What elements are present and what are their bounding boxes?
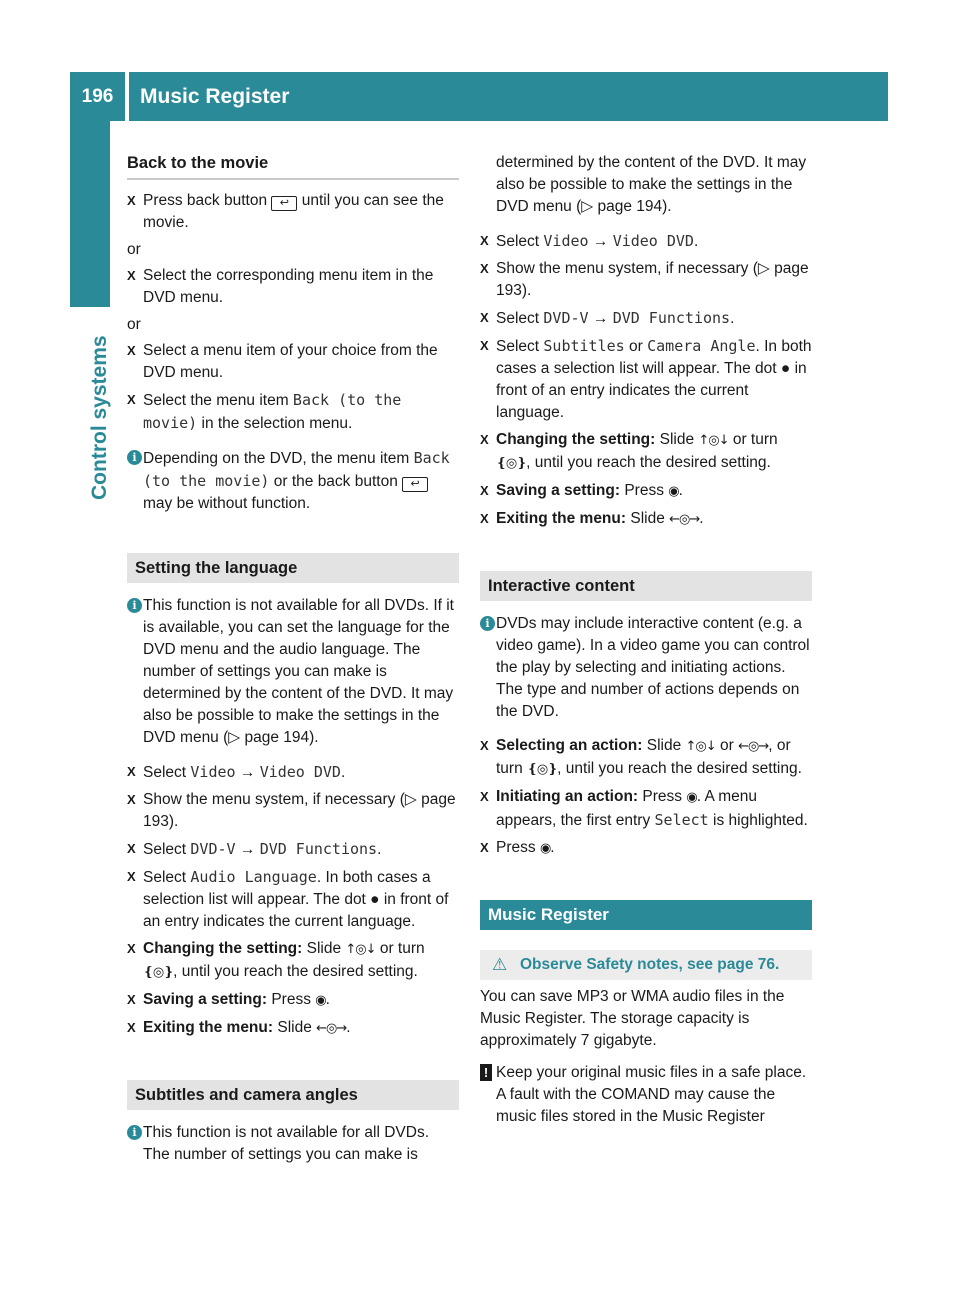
turn-controller-icon: ❴◎❵ <box>527 762 558 777</box>
step-exiting-menu: X Exiting the menu: Slide ←◎→. <box>127 1017 459 1040</box>
x-mark-icon: X <box>127 841 136 856</box>
step-show-menu: X Show the menu system, if necessary (▷ page 193). <box>127 791 456 830</box>
slide-controller-icon: ↑◎↓ <box>685 739 716 754</box>
press-controller-icon: ◉ <box>315 993 326 1008</box>
x-mark-icon: X <box>127 268 136 283</box>
step-initiating-action: X Initiating an action: Press ◉. A menu appears, the first entry Select is highlighted. <box>480 788 808 829</box>
x-mark-icon: X <box>127 392 136 407</box>
section-heading-subtitles: Subtitles and camera angles <box>127 1080 459 1110</box>
turn-controller-icon: ❴◎❵ <box>496 456 527 471</box>
warning-triangle-icon: ⚠ <box>492 955 508 974</box>
section-heading-interactive: Interactive content <box>480 571 812 601</box>
step-show-menu: X Show the menu system, if necessary (▷ page 193). <box>480 260 809 299</box>
continued-text: determined by the content of the DVD. It may also be possible to make the settings in the DVD menu (▷ page 194). <box>496 154 807 215</box>
x-mark-icon: X <box>480 432 489 447</box>
x-mark-icon: X <box>480 338 489 353</box>
x-mark-icon: X <box>127 992 136 1007</box>
back-button-icon: ↩ <box>271 196 297 211</box>
or-text: or <box>127 316 141 333</box>
section-heading-music-register: Music Register <box>480 900 812 930</box>
page-title: Music Register <box>140 84 290 108</box>
info-icon: i <box>127 598 142 613</box>
x-mark-icon: X <box>480 789 489 804</box>
info-icon: i <box>480 616 495 631</box>
step-back-1: X Press back button ↩ until you can see the movie. <box>127 192 444 231</box>
x-mark-icon: X <box>480 310 489 325</box>
music-paragraph: You can save MP3 or WMA audio files in the Music Register. The storage capacity is approximately 7 gigabyte. <box>480 988 785 1049</box>
x-mark-icon: X <box>480 840 489 855</box>
x-mark-icon: X <box>480 738 489 753</box>
x-mark-icon: X <box>127 869 136 884</box>
x-mark-icon: X <box>127 764 136 779</box>
safety-note: ⚠ Observe Safety notes, see page 76. <box>480 950 812 980</box>
header-divider <box>125 72 129 121</box>
info-note: i This function is not available for all DVDs. If it is available, you can set the language for the DVD menu and the audio language. The number of settings you can make is determined by the content of the DVD. It may also be possible to make the settings in the DVD menu (▷ page 194). <box>127 595 459 749</box>
info-icon: i <box>127 450 142 465</box>
x-mark-icon: X <box>480 261 489 276</box>
slide-lr-controller-icon: ←◎→ <box>316 1021 347 1036</box>
slide-lr-controller-icon: ←◎→ <box>669 512 700 527</box>
info-note: i This function is not available for all DVDs. The number of settings you can make is <box>127 1122 459 1166</box>
x-mark-icon: X <box>480 233 489 248</box>
press-controller-icon: ◉ <box>539 841 551 856</box>
step-saving-setting: X Saving a setting: Press ◉. <box>127 989 459 1012</box>
or-text: or <box>127 241 141 258</box>
x-mark-icon: X <box>127 1020 136 1035</box>
step-select-audio-language: X Select Audio Language. In both cases a selection list will appear. The dot ● in front of an entry indicates the current language. <box>127 868 449 930</box>
press-controller-icon: ◉ <box>668 484 679 499</box>
step-press: X Press ◉. <box>480 837 812 860</box>
step-select-subtitles: X Select Subtitles or Camera Angle. In both cases a selection list will appear. The dot ● in front of an entry indicates the current language. <box>480 337 812 421</box>
step-changing-setting: X Changing the setting: Slide ↑◎↓ or turn ❴◎❵, until you reach the desired setting. <box>480 431 778 471</box>
slide-lr-controller-icon: ←◎→ <box>738 739 769 754</box>
slide-controller-icon: ↑◎↓ <box>698 433 729 448</box>
info-note: i DVDs may include interactive content (e.g. a video game). In a video game you can control the play by selecting and initiating actions. The type and number of actions depends on the DVD. <box>480 613 812 723</box>
press-controller-icon: ◉ <box>686 790 697 805</box>
back-button-icon: ↩ <box>402 477 428 492</box>
x-mark-icon: X <box>480 511 489 526</box>
turn-controller-icon: ❴◎❵ <box>143 965 174 980</box>
back-heading: Back to the movie <box>127 152 459 180</box>
info-icon: i <box>127 1125 142 1140</box>
step-select-dvd-functions: X Select DVD-V → DVD Functions. <box>127 840 382 858</box>
x-mark-icon: X <box>127 941 136 956</box>
step-saving-setting: X Saving a setting: Press ◉. <box>480 480 812 503</box>
sidebar-tab <box>70 121 110 307</box>
step-back-4: X Select the menu item Back (to the movie) in the selection menu. <box>127 391 402 432</box>
exclamation-icon: ! <box>480 1064 492 1081</box>
step-select-dvd-functions: X Select DVD-V → DVD Functions. <box>480 309 735 327</box>
slide-controller-icon: ↑◎↓ <box>345 942 376 957</box>
right-column <box>480 152 812 1136</box>
step-exiting-menu: X Exiting the menu: Slide ←◎→. <box>480 508 812 531</box>
step-selecting-action: X Selecting an action: Slide ↑◎↓ or ←◎→, or turn ❴◎❵, until you reach the desired setting. <box>480 737 802 777</box>
left-column <box>127 152 459 1174</box>
x-mark-icon: X <box>127 193 136 208</box>
step-changing-setting: X Changing the setting: Slide ↑◎↓ or turn ❴◎❵, until you reach the desired setting. <box>127 940 425 980</box>
page-header <box>70 72 888 121</box>
x-mark-icon: X <box>480 483 489 498</box>
sidebar-label: Control systems <box>88 335 111 500</box>
step-back-2: X Select the corresponding menu item in the DVD menu. <box>127 267 434 306</box>
step-select-video: X Select Video → Video DVD. <box>127 763 346 781</box>
x-mark-icon: X <box>127 792 136 807</box>
info-note: i Depending on the DVD, the menu item Back (to the movie) or the back button ↩ may be without function. <box>127 447 459 515</box>
step-select-video: X Select Video → Video DVD. <box>480 232 699 250</box>
step-back-3: X Select a menu item of your choice from the DVD menu. <box>127 342 438 381</box>
warning-note: ! Keep your original music files in a safe place. A fault with the COMAND may cause the music files stored in the Music Register <box>480 1062 812 1128</box>
x-mark-icon: X <box>127 343 136 358</box>
page-number: 196 <box>81 85 114 107</box>
section-heading-language: Setting the language <box>127 553 459 583</box>
